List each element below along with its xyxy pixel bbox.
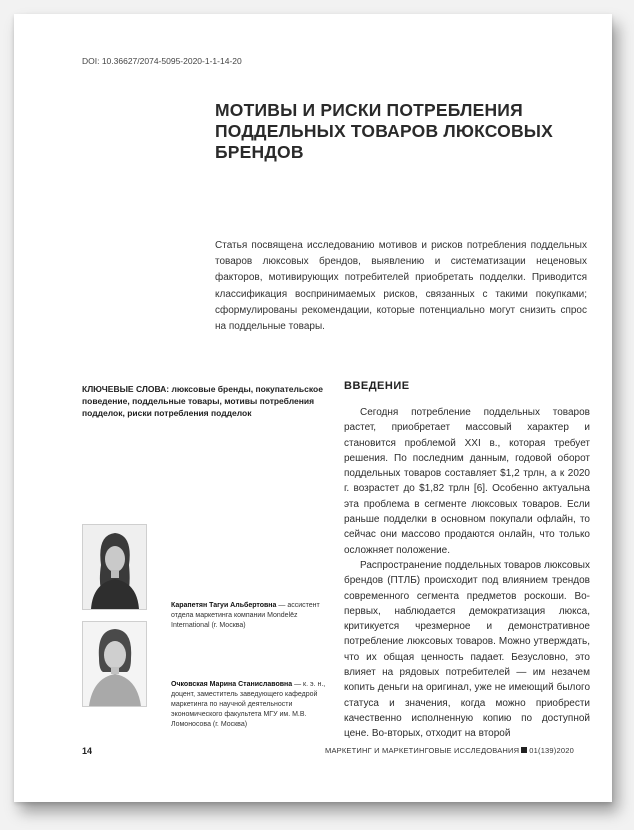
page-number: 14 [82,746,93,756]
body-text [344,405,590,742]
author-details: — к. э. н., доцент, заместитель заведующего кафедрой маркетинга по научной деятельности экономического факультета МГУ им. М.В. Ломоносова (г. Москва) [171,681,326,728]
doi-line: DOI: 10.36627/2074-5095-2020-1-1-14-20 [82,56,242,66]
journal-page [14,14,612,802]
author-photo [82,621,147,707]
author-bio [171,601,336,631]
author-bio [171,680,336,730]
paragraph: Сегодня потребление поддельных товаров растет, приобретает массовый характер и становится проблемой XXI в., которая требует решения. По последним данным, годовой оборот поддельных товаров составляет $1,2 трлн, а к 2020 г. возрастет до $1,82 трлн [6]. Особенно актуальна эта проблема в сегменте люксовых товаров. Если раньше подделки в основном покупали офлайн, то сейчас они массово продаются онлайн, что только осложняет положение. [344,407,590,556]
issue-number: 01(139)2020 [529,746,574,755]
paragraph: Распространение поддельных товаров люксовых брендов (ПТЛБ) происходит под влиянием трендов современного сегмента предметов роскоши. Во-первых, наблюдается демократизация люкса, критикуется чрезмерное и демонстративное потребление люксовых товаров. Можно утверждать, что их общая ценность падает. Безусловно, это влияет на рядовых потребителей — им незачем копить деньги на оригинал, уже не имеющий былого статуса и значения, когда можно приобрести качественно исполненную копию по доступной цене. Во-вторых, отходит на второй [344,559,590,740]
author-name: Карапетян Тагуи Альбертовна [171,602,277,609]
author-photo [82,524,147,610]
article-title: МОТИВЫ И РИСКИ ПОТРЕБЛЕНИЯ ПОДДЕЛЬНЫХ ТОВАРОВ ЛЮКСОВЫХ БРЕНДОВ [215,100,553,162]
square-separator-icon [521,747,527,753]
author-name: Очковская Марина Станиславовна [171,681,293,688]
keywords: КЛЮЧЕВЫЕ СЛОВА: люксовые бренды, покупательское поведение, поддельные товары, мотивы потребления подделок, риски потребления подделок [82,384,323,418]
journal-footer [325,746,574,755]
abstract: Статья посвящена исследованию мотивов и рисков потребления поддельных товаров люксовых брендов, выявлению и систематизации неценовых факторов, мотивирующих потребителей приобретать подделки. Приводится классификация воспринимаемых рисков, связанных с такими покупками; сформулированы рекомендации, которые потенциально могут снизить спрос на поддельные товары. [215,240,587,333]
section-heading: ВВЕДЕНИЕ [344,380,410,392]
journal-name: МАРКЕТИНГ И МАРКЕТИНГОВЫЕ ИССЛЕДОВАНИЯ [325,746,520,755]
author-details: — ассистент отдела маркетинга компании Mondelēz International (г. Москва) [171,602,320,629]
